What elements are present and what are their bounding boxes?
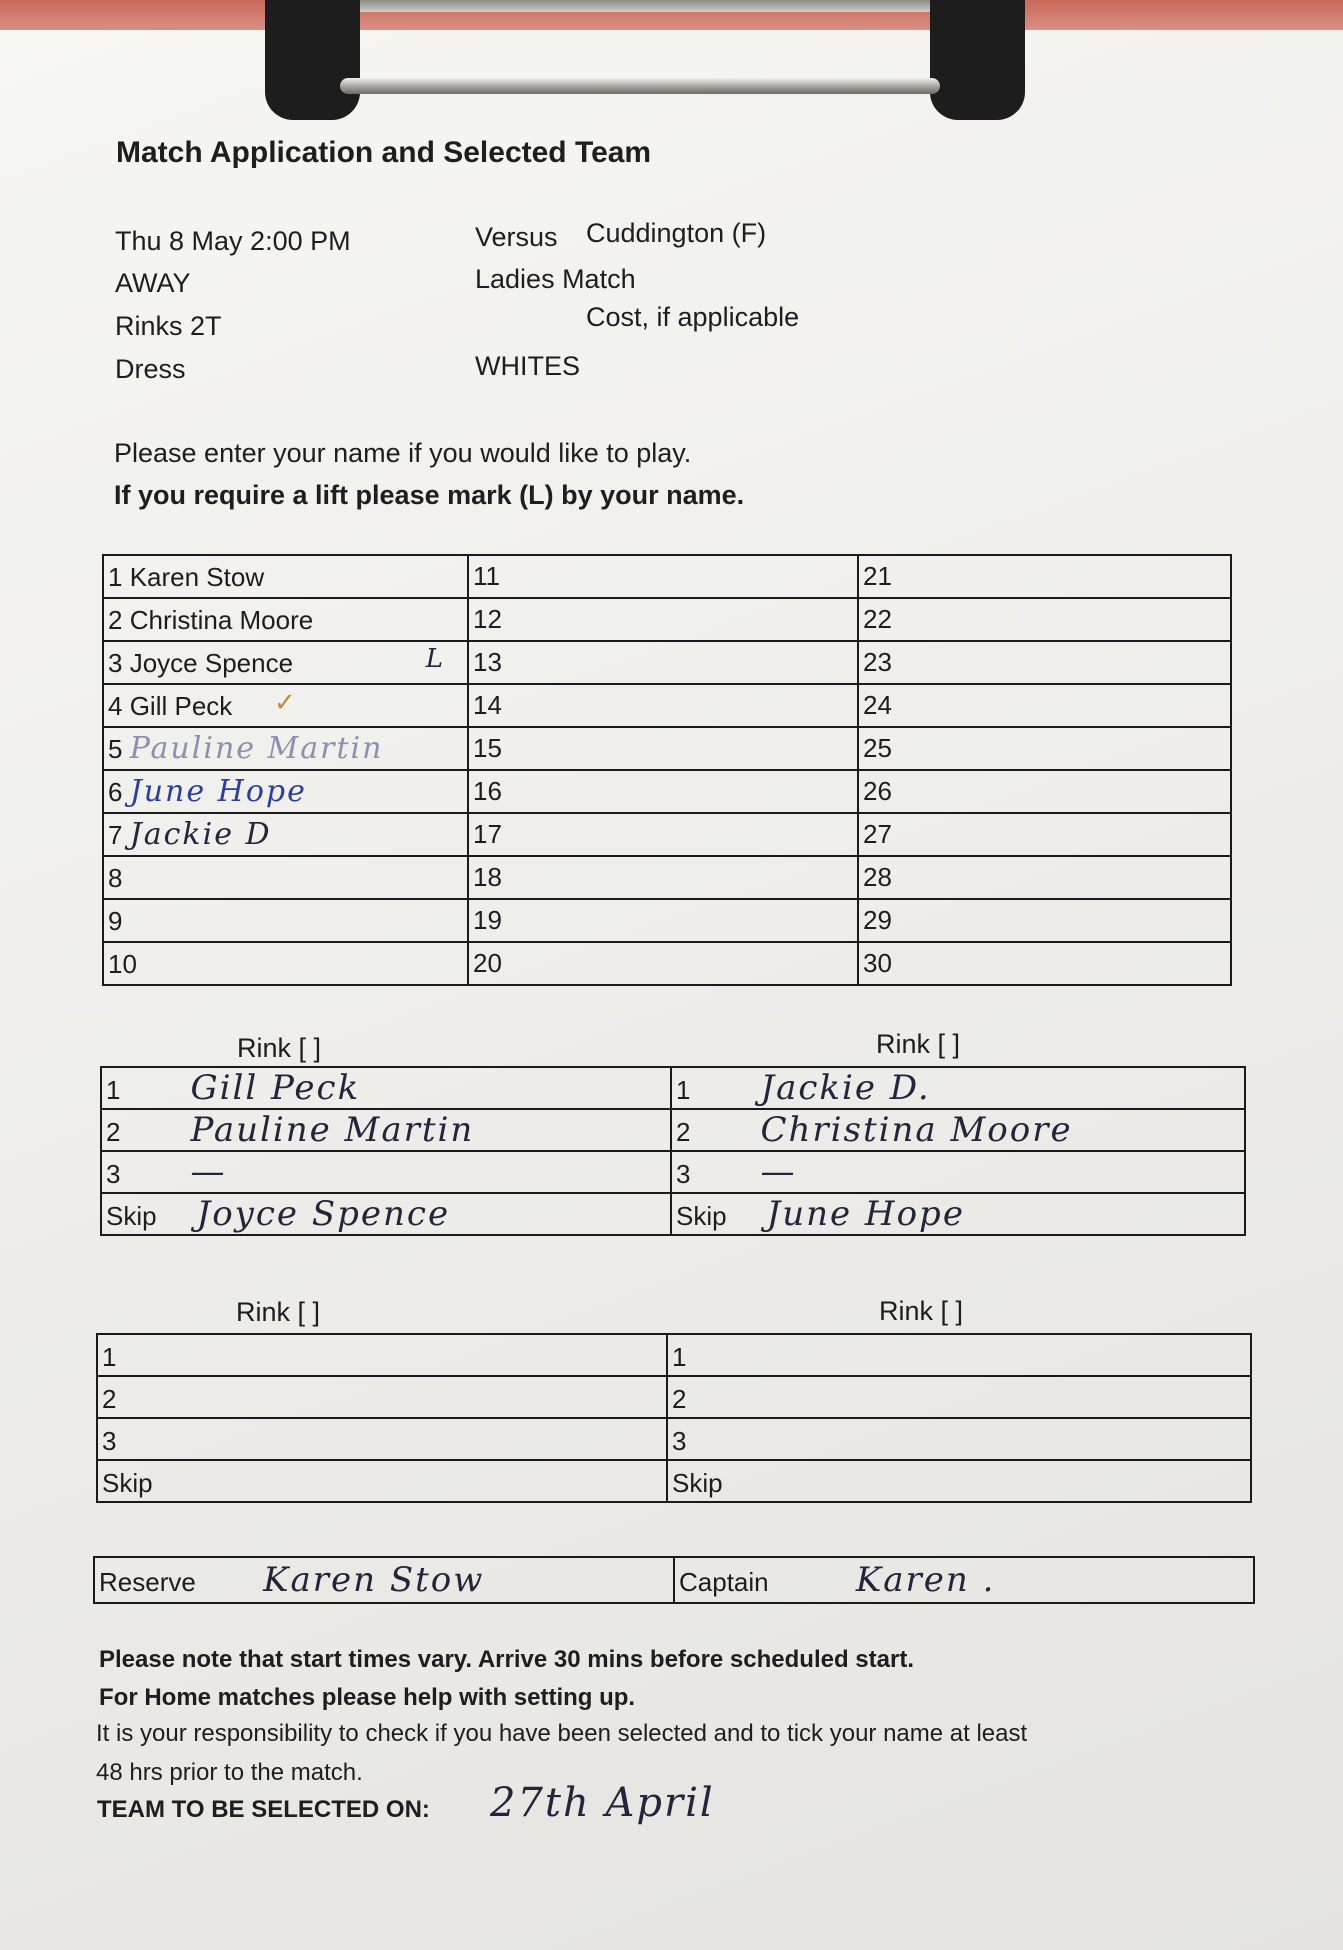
rink-position: 2	[676, 1117, 691, 1147]
rink-cell[interactable]	[667, 1376, 1251, 1418]
rink-cell[interactable]	[671, 1109, 1245, 1151]
signup-number: 18	[473, 862, 502, 892]
rink-row	[97, 1376, 1251, 1418]
rink-position: 1	[106, 1075, 121, 1105]
signup-cell[interactable]	[858, 813, 1231, 856]
dress-value: WHITES	[475, 351, 580, 381]
signup-row	[103, 813, 1231, 856]
signup-number: 8	[108, 863, 123, 893]
signup-cell[interactable]	[858, 727, 1231, 770]
signup-number: 27	[863, 819, 892, 849]
signup-number: 4	[108, 691, 123, 721]
instruction-line-2: If you require a lift please mark (L) by your name.	[114, 480, 745, 510]
signup-number: 9	[108, 906, 123, 936]
signup-row	[103, 942, 1231, 985]
signup-cell[interactable]	[468, 942, 858, 985]
cost-note: Cost, if applicable	[586, 302, 800, 332]
signup-cell[interactable]	[858, 856, 1231, 899]
signup-number: 25	[863, 733, 892, 763]
signup-number: 28	[863, 862, 892, 892]
rink-position: 3	[106, 1159, 121, 1189]
signup-cell[interactable]	[468, 555, 858, 598]
signup-row	[103, 727, 1231, 770]
rink-label-3: Rink [ ]	[236, 1297, 321, 1327]
rink-position: 2	[672, 1384, 687, 1414]
signup-number: 23	[863, 647, 892, 677]
selection-label: TEAM TO BE SELECTED ON:	[97, 1796, 430, 1823]
selection-date: 27th April	[490, 1780, 715, 1826]
rink-row	[101, 1151, 1245, 1193]
signup-cell[interactable]	[468, 727, 858, 770]
signup-cell[interactable]	[103, 770, 468, 813]
signup-cell[interactable]	[468, 899, 858, 942]
footer-note-2: For Home matches please help with setting up.	[99, 1684, 636, 1711]
rink-cell[interactable]	[671, 1193, 1245, 1235]
rink-cell[interactable]	[671, 1151, 1245, 1193]
signup-cell[interactable]	[468, 856, 858, 899]
rink-row	[101, 1067, 1245, 1109]
signup-number: 7	[108, 820, 123, 850]
rink-row	[101, 1109, 1245, 1151]
rink-cell[interactable]	[101, 1151, 671, 1193]
signup-number: 6	[108, 777, 123, 807]
match-rinks: Rinks 2T	[115, 311, 222, 341]
signup-row	[103, 856, 1231, 899]
match-location: AWAY	[115, 268, 191, 298]
signup-number: 2	[108, 605, 123, 635]
signup-cell[interactable]	[468, 641, 858, 684]
signup-number: 15	[473, 733, 502, 763]
signup-cell[interactable]	[103, 856, 468, 899]
signup-number: 16	[473, 776, 502, 806]
rink-position: 3	[672, 1426, 687, 1456]
signup-cell[interactable]	[858, 899, 1231, 942]
signup-cell[interactable]	[468, 598, 858, 641]
signup-number: 26	[863, 776, 892, 806]
signup-cell[interactable]	[103, 684, 468, 727]
rink-row	[97, 1460, 1251, 1502]
captain-cell	[674, 1557, 1254, 1603]
signup-number: 14	[473, 690, 502, 720]
signup-number: 22	[863, 604, 892, 634]
signup-number: 24	[863, 690, 892, 720]
signup-name: Karen Stow	[129, 562, 265, 592]
rink-table-top	[100, 1066, 1246, 1236]
rink-position: 1	[672, 1342, 687, 1372]
signup-number: 19	[473, 905, 502, 935]
rink-row	[97, 1334, 1251, 1376]
rink-row	[97, 1418, 1251, 1460]
rink-label-1: Rink [ ]	[237, 1033, 322, 1063]
signup-number: 13	[473, 647, 502, 677]
signup-cell[interactable]	[103, 727, 468, 770]
rink-cell[interactable]	[97, 1418, 667, 1460]
signup-cell[interactable]	[858, 684, 1231, 727]
rink-cell[interactable]	[667, 1334, 1251, 1376]
rink-player: —	[760, 1152, 797, 1192]
clip-bar	[340, 78, 940, 94]
signup-handwritten-name: Pauline Martin	[129, 731, 384, 766]
signup-cell[interactable]	[103, 555, 468, 598]
signup-row	[103, 899, 1231, 942]
signup-handwritten-name: June Hope	[129, 774, 307, 809]
rink-position: Skip	[102, 1468, 153, 1498]
signup-number: 29	[863, 905, 892, 935]
signup-number: 5	[108, 734, 123, 764]
signup-cell[interactable]	[468, 684, 858, 727]
signup-cell[interactable]	[468, 813, 858, 856]
signup-cell[interactable]	[858, 770, 1231, 813]
signup-number: 20	[473, 948, 502, 978]
signup-name: Joyce Spence	[129, 648, 294, 678]
footer-note-4: 48 hrs prior to the match.	[96, 1759, 363, 1786]
rink-position: 3	[676, 1159, 691, 1189]
rink-position: 2	[106, 1117, 121, 1147]
signup-number: 11	[473, 561, 500, 591]
signup-cell[interactable]	[858, 641, 1231, 684]
opponent-name: Cuddington (F)	[586, 218, 767, 248]
rink-cell[interactable]	[101, 1067, 671, 1109]
signup-mark: ✓	[274, 687, 296, 717]
rink-position: 1	[676, 1075, 691, 1105]
versus-label: Versus	[475, 222, 558, 252]
rink-position: Skip	[676, 1201, 727, 1231]
signup-cell[interactable]	[103, 641, 468, 684]
signup-cell[interactable]	[103, 598, 468, 641]
rink-cell[interactable]	[97, 1376, 667, 1418]
signup-row	[103, 598, 1231, 641]
rink-position: 3	[102, 1426, 117, 1456]
instruction-line-1: Please enter your name if you would like to play.	[114, 438, 692, 468]
signup-name: Christina Moore	[129, 605, 314, 635]
rink-position: 2	[102, 1384, 117, 1414]
match-type: Ladies Match	[475, 264, 636, 294]
rink-cell[interactable]	[667, 1460, 1251, 1502]
signup-number: 1	[108, 562, 123, 592]
reserve-name: Karen Stow	[263, 1560, 485, 1600]
rink-position: Skip	[106, 1201, 157, 1231]
rink-cell[interactable]	[667, 1418, 1251, 1460]
rink-cell[interactable]	[97, 1460, 667, 1502]
signup-cell[interactable]	[103, 942, 468, 985]
rink-player: —	[190, 1152, 227, 1192]
signup-row	[103, 641, 1231, 684]
signup-handwritten-name: Jackie D	[129, 817, 272, 852]
signup-cell[interactable]	[858, 555, 1231, 598]
signup-row	[103, 684, 1231, 727]
clip-right-arm	[930, 0, 1025, 120]
signup-number: 3	[108, 648, 123, 678]
footer-note-1: Please note that start times vary. Arrive 30 mins before scheduled start.	[99, 1646, 914, 1673]
signup-cell[interactable]	[858, 598, 1231, 641]
signup-name: Gill Peck	[129, 691, 233, 721]
rink-label-2: Rink [ ]	[876, 1029, 961, 1059]
reserve-captain-table	[93, 1556, 1255, 1604]
rink-player: Christina Moore	[760, 1110, 1073, 1150]
rink-table-bottom	[96, 1333, 1252, 1503]
rink-cell[interactable]	[101, 1109, 671, 1151]
signup-table	[102, 554, 1232, 986]
reserve-cell	[94, 1557, 674, 1603]
clip-left-arm	[265, 0, 360, 120]
page-title: Match Application and Selected Team	[116, 136, 652, 169]
signup-cell[interactable]	[103, 813, 468, 856]
rink-position: 1	[102, 1342, 117, 1372]
rink-cell[interactable]	[97, 1334, 667, 1376]
rink-player: Jackie D.	[760, 1068, 931, 1108]
rink-cell[interactable]	[101, 1193, 671, 1235]
signup-mark: L	[425, 644, 445, 674]
captain-name: Karen .	[855, 1560, 996, 1600]
clip-base	[300, 0, 1020, 12]
reserve-label: Reserve	[99, 1567, 196, 1597]
rink-position: Skip	[672, 1468, 723, 1498]
dress-label: Dress	[115, 354, 186, 384]
match-datetime: Thu 8 May 2:00 PM	[115, 226, 351, 256]
footer-note-3: It is your responsibility to check if you have been selected and to tick your name at least	[96, 1720, 1028, 1747]
signup-number: 10	[108, 949, 137, 979]
signup-cell[interactable]	[103, 899, 468, 942]
signup-number: 12	[473, 604, 502, 634]
signup-number: 21	[863, 561, 892, 591]
rink-cell[interactable]	[671, 1067, 1245, 1109]
signup-cell[interactable]	[858, 942, 1231, 985]
signup-row	[103, 770, 1231, 813]
signup-number: 17	[473, 819, 502, 849]
rink-player: June Hope	[766, 1194, 965, 1234]
signup-row	[103, 555, 1231, 598]
rink-row	[101, 1193, 1245, 1235]
captain-label: Captain	[679, 1567, 769, 1597]
signup-cell[interactable]	[468, 770, 858, 813]
rink-player: Joyce Spence	[196, 1194, 451, 1234]
signup-number: 30	[863, 948, 892, 978]
rink-label-4: Rink [ ]	[879, 1296, 964, 1326]
rink-player: Gill Peck	[190, 1068, 361, 1108]
rink-player: Pauline Martin	[190, 1110, 475, 1150]
